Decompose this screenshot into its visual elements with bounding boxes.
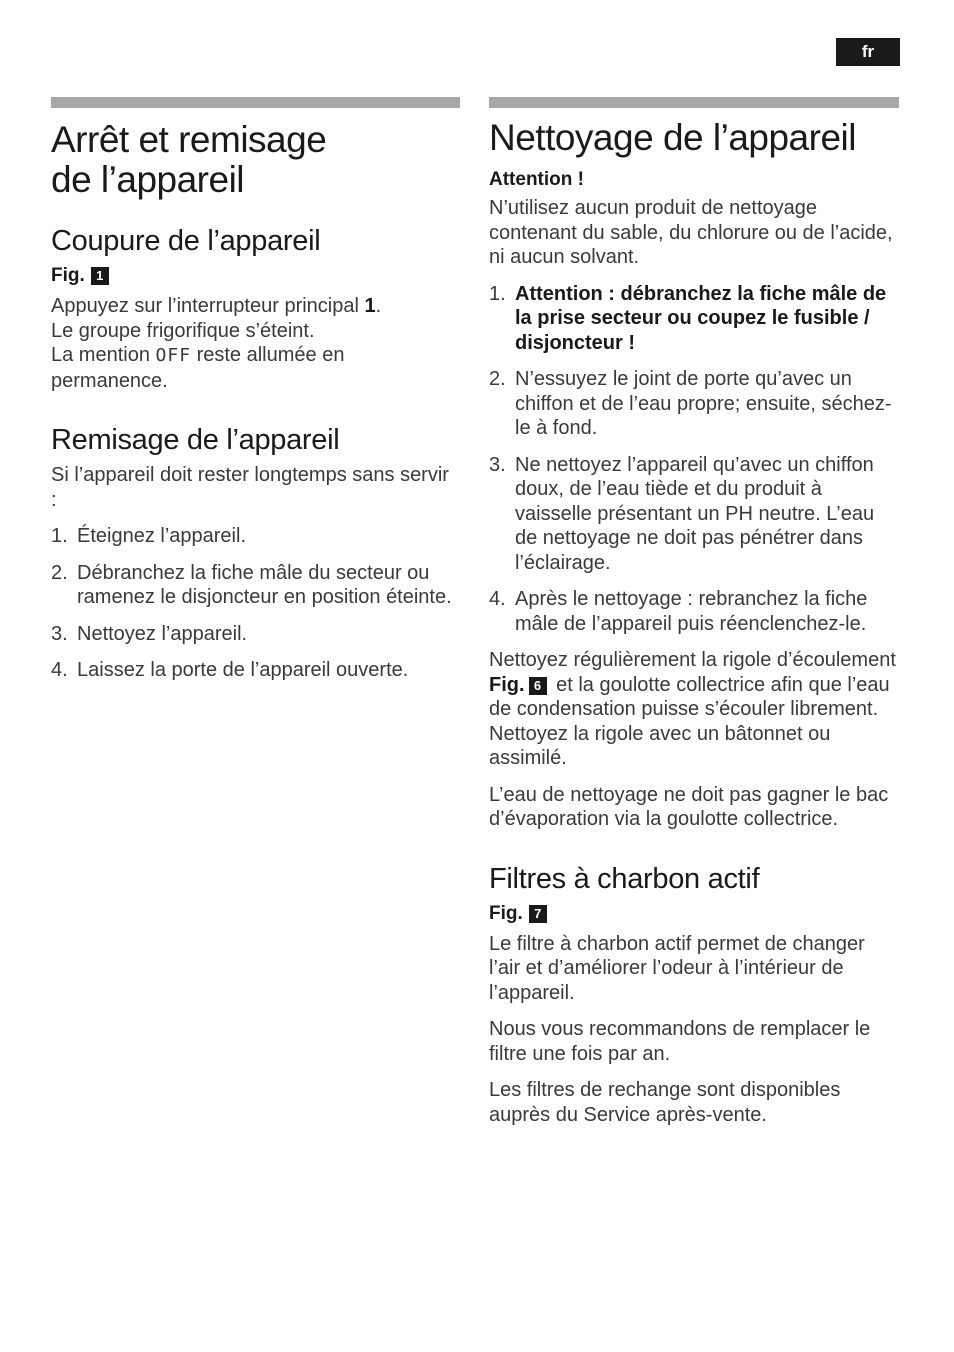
drain-text-after: et la goulotte collectrice afin que l’eau de condensation puisse s’écouler librement. Nettoyez la rigole avec un bâtonnet ou assimilé. <box>489 673 890 769</box>
step-text: Débranchez la fiche mâle du secteur ou ramenez le disjoncteur en position éteinte. <box>77 561 452 608</box>
heading-filtres: Filtres à charbon actif <box>489 862 760 895</box>
remisage-steps <box>51 524 460 683</box>
filter-paragraph-3: Les filtres de rechange sont disponibles auprès du Service après-vente. <box>489 1079 841 1126</box>
filter-paragraph-1: Le filtre à charbon actif permet de changer l’air et d’améliorer l’odeur à l’intérieur de l’appareil. <box>489 932 865 1004</box>
list-item <box>489 587 899 636</box>
drain-paragraph <box>489 648 899 771</box>
remisage-intro: Si l’appareil doit rester longtemps sans servir : <box>51 464 449 511</box>
step-number: 2. <box>51 561 68 584</box>
language-label: fr <box>861 42 875 61</box>
fig-reference-7 <box>489 902 899 926</box>
step-number: 1. <box>51 525 68 547</box>
section-rule <box>489 97 899 108</box>
attention-label: Attention ! <box>489 169 584 190</box>
list-item <box>51 561 460 610</box>
coupure-text <box>51 294 460 393</box>
attention-text: N’utilisez aucun produit de nettoyage contenant du sable, du chlorure ou de l’acide, ni aucun solvant. <box>489 197 893 268</box>
coupure-p1-bold: 1 <box>364 295 376 317</box>
cleaning-steps <box>489 282 899 637</box>
step-text: Éteignez l’appareil. <box>77 525 246 547</box>
step-number: 4. <box>51 659 68 681</box>
title-line-2: de l’appareil <box>51 159 245 200</box>
fig-label: Fig. <box>489 902 523 924</box>
step-number: 1. <box>489 282 506 305</box>
fig-label: Fig. <box>489 673 525 696</box>
drain-text-before: Nettoyez régulièrement la rigole d’écoulement <box>489 649 896 671</box>
coupure-p2: Le groupe frigorifique s’éteint. <box>51 319 315 342</box>
lcd-off-indicator: OFF <box>155 345 192 366</box>
step-text: Après le nettoyage : rebranchez la fiche mâle de l’appareil puis réenclenchez-le. <box>515 588 868 635</box>
coupure-p3: La mention <box>51 344 156 366</box>
fig-label: Fig. <box>51 265 85 286</box>
language-badge <box>836 38 900 66</box>
fig-number-badge: 1 <box>91 267 109 285</box>
left-column <box>51 97 460 695</box>
title-line-1: Arrêt et remisage <box>51 119 327 160</box>
list-item <box>489 367 899 441</box>
step-number: 4. <box>489 588 506 610</box>
list-item <box>489 453 899 576</box>
step-text: Attention : débranchez la fiche mâle de la prise secteur ou coupez le fusible / disjoncteur ! <box>515 282 887 354</box>
evaporation-paragraph: L’eau de nettoyage ne doit pas gagner le bac d’évaporation via la goulotte collectrice. <box>489 783 889 830</box>
list-item <box>51 524 460 549</box>
step-number: 3. <box>489 453 506 476</box>
fig-number-badge: 6 <box>529 677 547 695</box>
step-text: Ne nettoyez l’appareil qu’avec un chiffon doux, de l’eau tiède et du produit à vaisselle présentant un PH neutre. L’eau de nettoyage ne doit pas pénétrer dans l’éclairage. <box>515 453 875 574</box>
coupure-p1: Appuyez sur l’interrupteur principal <box>51 295 365 317</box>
step-text: N’essuyez le joint de porte qu’avec un chiffon et de l’eau propre; ensuite, séchez-le à fond. <box>515 368 892 439</box>
step-text: Laissez la porte de l’appareil ouverte. <box>77 659 409 681</box>
step-number: 3. <box>51 622 68 645</box>
step-number: 2. <box>489 368 506 390</box>
list-item <box>51 622 460 647</box>
section-rule <box>51 97 460 108</box>
heading-remisage: Remisage de l’appareil <box>51 424 340 456</box>
fig-number-badge: 7 <box>529 905 547 923</box>
heading-coupure: Coupure de l’appareil <box>51 225 321 257</box>
right-column <box>489 97 899 1139</box>
step-text: Nettoyez l’appareil. <box>77 622 248 645</box>
list-item <box>51 658 460 683</box>
coupure-p1-after: . <box>375 295 382 317</box>
list-item <box>489 282 899 356</box>
fig-reference-1 <box>51 264 460 288</box>
filter-paragraph-2: Nous vous recommandons de remplacer le filtre une fois par an. <box>489 1018 871 1065</box>
page-title-left <box>51 120 460 200</box>
page-title-right: Nettoyage de l’appareil <box>489 117 856 158</box>
coupure-p3-after: reste allumée en permanence. <box>51 344 345 392</box>
